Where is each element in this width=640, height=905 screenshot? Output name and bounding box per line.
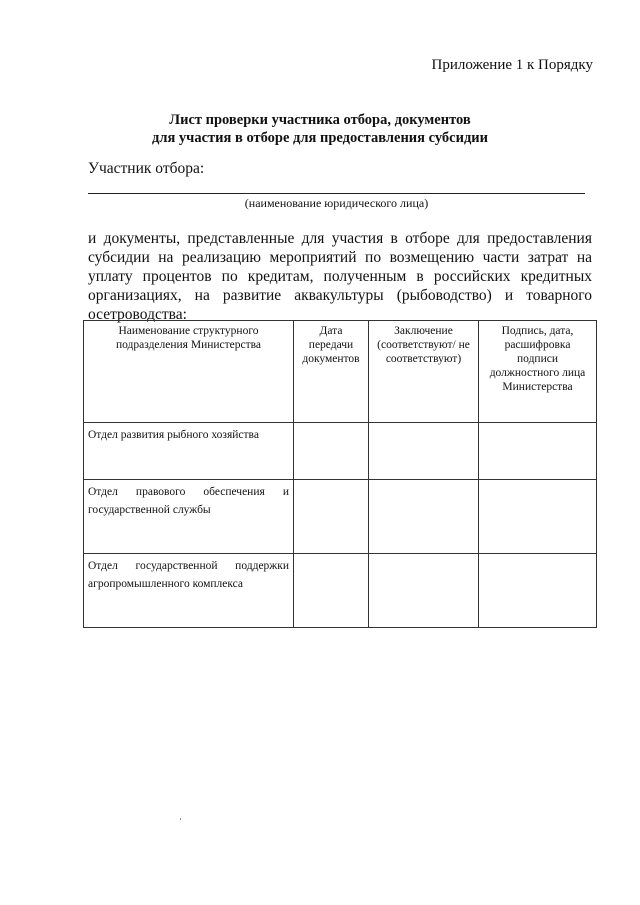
participant-signature-line (88, 193, 585, 194)
department-cell: Отдел правового обеспечения и государственной службы (84, 480, 294, 554)
appendix-label: Приложение 1 к Порядку (431, 57, 593, 73)
signature-cell[interactable] (479, 423, 597, 480)
table-row (84, 554, 597, 628)
conclusion-cell[interactable] (369, 423, 479, 480)
department-cell: Отдел развития рыбного хозяйства (84, 423, 294, 480)
title-line-2: для участия в отборе для предоставления субсидии (151, 130, 489, 146)
department-cell: Отдел государственной поддержки агропромышленного комплекса (84, 554, 294, 628)
header-department: Наименование структурного подразделения Министерства (84, 321, 294, 423)
date-cell[interactable] (294, 423, 369, 480)
participant-caption: (наименование юридического лица) (244, 196, 429, 210)
date-cell[interactable] (294, 554, 369, 628)
header-conclusion: Заключение (соответствуют/ не соответствуют) (369, 321, 479, 423)
signature-cell[interactable] (479, 480, 597, 554)
table-row (84, 480, 597, 554)
check-table (83, 320, 597, 628)
table-header-row (84, 321, 597, 423)
scan-speck (180, 818, 181, 820)
participant-label: Участник отбора: (88, 160, 205, 177)
table-row (84, 423, 597, 480)
signature-cell[interactable] (479, 554, 597, 628)
body-paragraph: и документы, представленные для участия в отборе для предоставления субсидии на реализацию мероприятий по возмещению части затрат на уплату процентов по кредитам, полученным в российских кредитных организациях, на развитие аквакультуры (рыбоводство) и товарного осетроводства: (88, 230, 592, 323)
title-line-1: Лист проверки участника отбора, документов (169, 112, 471, 128)
document-title (0, 111, 640, 147)
header-date: Дата передачи документов (294, 321, 369, 423)
header-signature: Подпись, дата, расшифровка подписи должностного лица Министерства (479, 321, 597, 423)
date-cell[interactable] (294, 480, 369, 554)
conclusion-cell[interactable] (369, 480, 479, 554)
conclusion-cell[interactable] (369, 554, 479, 628)
